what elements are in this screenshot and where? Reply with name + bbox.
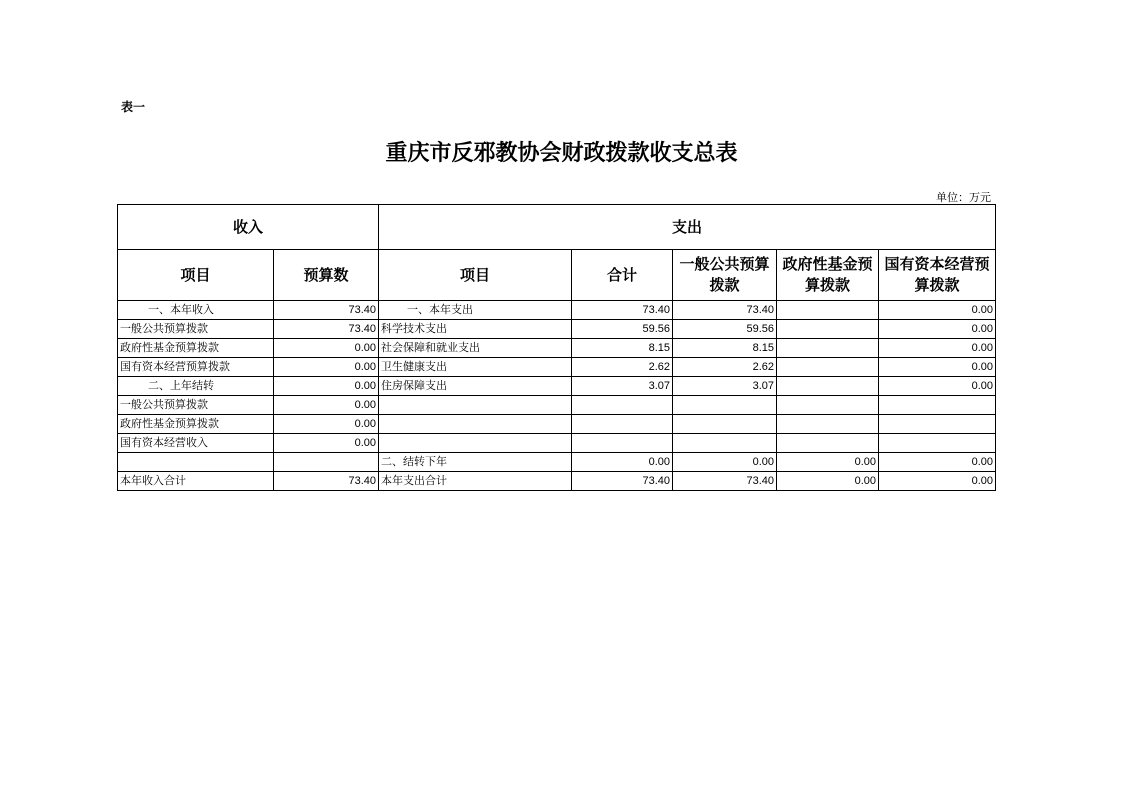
table-row	[118, 396, 996, 415]
gov-fund-cell	[777, 358, 879, 377]
gov-fund-cell	[777, 396, 879, 415]
general-cell: 8.15	[673, 339, 777, 358]
income-item-cell	[118, 453, 274, 472]
table-row	[118, 453, 996, 472]
gov-fund-cell	[777, 434, 879, 453]
income-item-cell: 一、本年收入	[118, 301, 274, 320]
income-item-cell: 政府性基金预算拨款	[118, 339, 274, 358]
expense-item-cell	[379, 415, 572, 434]
income-value-cell: 0.00	[274, 396, 379, 415]
budget-table	[117, 204, 996, 491]
page-title: 重庆市反邪教协会财政拨款收支总表	[385, 141, 738, 166]
total-cell: 73.40	[572, 301, 673, 320]
total-cell	[572, 396, 673, 415]
income-item-cell: 国有资本经营收入	[118, 434, 274, 453]
expense-item-cell: 一、本年支出	[379, 301, 572, 320]
expense-item-cell: 社会保障和就业支出	[379, 339, 572, 358]
state-capital-cell: 0.00	[879, 358, 996, 377]
general-cell	[673, 396, 777, 415]
gov-fund-cell	[777, 301, 879, 320]
state-capital-cell: 0.00	[879, 320, 996, 339]
general-cell: 73.40	[673, 472, 777, 491]
header-row-group	[118, 205, 996, 250]
total-cell: 3.07	[572, 377, 673, 396]
state-capital-cell	[879, 415, 996, 434]
gov-fund-cell	[777, 377, 879, 396]
total-cell: 2.62	[572, 358, 673, 377]
total-cell: 8.15	[572, 339, 673, 358]
income-item-cell: 一般公共预算拨款	[118, 320, 274, 339]
header-income: 收入	[118, 205, 379, 250]
state-capital-cell	[879, 434, 996, 453]
income-value-cell	[274, 453, 379, 472]
income-value-cell: 0.00	[274, 339, 379, 358]
header-expense: 支出	[379, 205, 996, 250]
general-cell: 59.56	[673, 320, 777, 339]
header-total: 合计	[572, 250, 673, 301]
total-cell	[572, 434, 673, 453]
gov-fund-cell	[777, 320, 879, 339]
unit-label: 单位：万元	[936, 191, 991, 204]
expense-item-cell	[379, 396, 572, 415]
state-capital-cell: 0.00	[879, 453, 996, 472]
income-item-cell: 政府性基金预算拨款	[118, 415, 274, 434]
header-state-capital: 国有资本经营预算拨款	[879, 250, 996, 301]
total-cell	[572, 415, 673, 434]
total-cell: 0.00	[572, 453, 673, 472]
state-capital-cell: 0.00	[879, 472, 996, 491]
general-cell: 2.62	[673, 358, 777, 377]
expense-item-cell: 科学技术支出	[379, 320, 572, 339]
expense-item-cell: 卫生健康支出	[379, 358, 572, 377]
income-value-cell: 73.40	[274, 472, 379, 491]
income-value-cell: 73.40	[274, 301, 379, 320]
state-capital-cell: 0.00	[879, 339, 996, 358]
state-capital-cell	[879, 396, 996, 415]
income-value-cell: 0.00	[274, 377, 379, 396]
income-item-cell: 一般公共预算拨款	[118, 396, 274, 415]
general-cell	[673, 434, 777, 453]
gov-fund-cell: 0.00	[777, 453, 879, 472]
expense-item-cell: 本年支出合计	[379, 472, 572, 491]
state-capital-cell: 0.00	[879, 377, 996, 396]
header-gov-fund: 政府性基金预算拨款	[777, 250, 879, 301]
table-row	[118, 472, 996, 491]
header-general: 一般公共预算拨款	[673, 250, 777, 301]
table-row	[118, 320, 996, 339]
expense-item-cell	[379, 434, 572, 453]
income-value-cell: 0.00	[274, 434, 379, 453]
header-item-expense: 项目	[379, 250, 572, 301]
total-cell: 59.56	[572, 320, 673, 339]
total-cell: 73.40	[572, 472, 673, 491]
expense-item-cell: 二、结转下年	[379, 453, 572, 472]
income-value-cell: 0.00	[274, 358, 379, 377]
table-row	[118, 358, 996, 377]
sheet-tag: 表一	[121, 100, 146, 114]
general-cell: 3.07	[673, 377, 777, 396]
income-value-cell: 73.40	[274, 320, 379, 339]
state-capital-cell: 0.00	[879, 301, 996, 320]
income-item-cell: 本年收入合计	[118, 472, 274, 491]
expense-item-cell: 住房保障支出	[379, 377, 572, 396]
table-row	[118, 339, 996, 358]
header-budget: 预算数	[274, 250, 379, 301]
gov-fund-cell: 0.00	[777, 472, 879, 491]
table-row	[118, 434, 996, 453]
gov-fund-cell	[777, 415, 879, 434]
income-item-cell: 二、上年结转	[118, 377, 274, 396]
income-item-cell: 国有资本经营预算拨款	[118, 358, 274, 377]
general-cell	[673, 415, 777, 434]
header-item-income: 项目	[118, 250, 274, 301]
income-value-cell: 0.00	[274, 415, 379, 434]
table-row	[118, 377, 996, 396]
table-row	[118, 301, 996, 320]
general-cell: 73.40	[673, 301, 777, 320]
general-cell: 0.00	[673, 453, 777, 472]
table-row	[118, 415, 996, 434]
gov-fund-cell	[777, 339, 879, 358]
header-row-columns	[118, 250, 996, 301]
